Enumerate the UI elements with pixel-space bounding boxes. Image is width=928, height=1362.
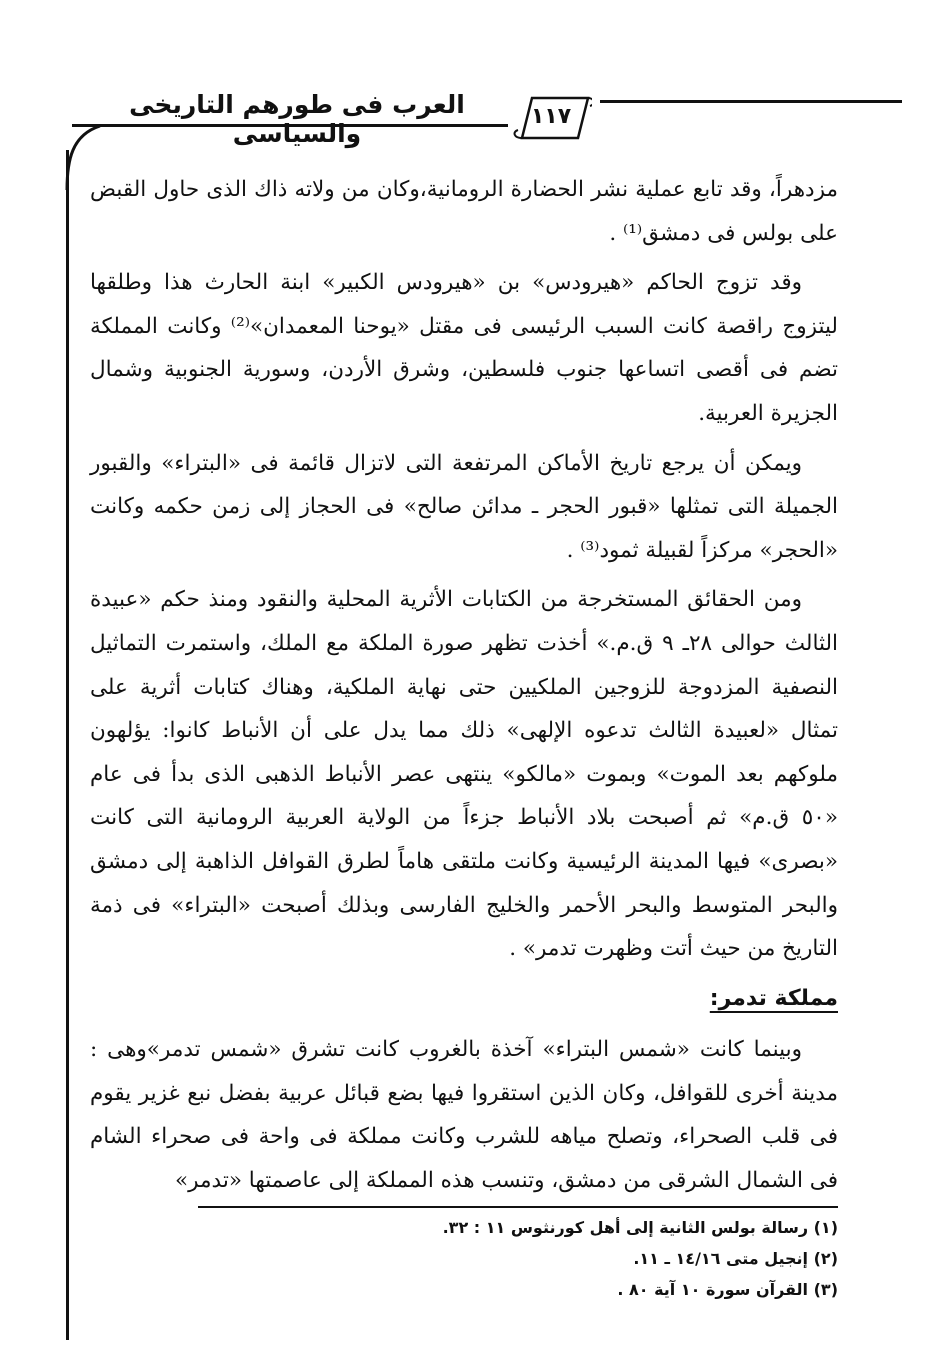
section-heading: مملكة تدمر:: [709, 985, 838, 1011]
footnote-2: (٢) إنجيل متى ١٤/١٦ ـ ١١.: [633, 1249, 838, 1268]
running-title: العرب فى طورهم التاريخى والسياسى: [129, 90, 465, 148]
page-number: ١١٧: [530, 104, 572, 129]
paragraph-4: ومن الحقائق المستخرجة من الكتابات الأثرية المحلية والنقود ومنذ حكم «عبيدة الثالث حوالى ٢٨ـ ٩ ق.م.» أخذت تظهر صورة الملكة مع الملك، واستمرت التماثيل النصفية المزدوجة للزوجين الملكيين حتى نهاية الملكية، وهناك كتابات أثرية على تمثال «لعبيدة الثالث تدعوه الإلهى» ذلك مما يدل على أن الأنباط كانوا: يؤلهون ملوكهم بعد الموت» وبموت «مالكو» ينتهى عصر الأنباط الذهبى الذى بدأ فى عام «٥٠ ق.م» ثم أصبحت بلاد الأنباط جزءاً من الولاية العربية الرومانية التى كانت «بصرى» فيها المدينة الرئيسية وكانت ملتقى هاماً لطرق القوافل الذاهبة إلى دمشق والبحر المتوسط والبحر الأحمر والخليج الفارسى وبذلك أصبحت «البتراء» فى ذمة التاريخ من حيث أتت وظهرت تدمر» .: [90, 587, 839, 962]
footnote-1: (١) رسالة بولس الثانية إلى أهل كورنثوس ١١ : ٣٢.: [442, 1218, 838, 1237]
footnotes: [198, 1212, 838, 1305]
body-text: [90, 168, 838, 1209]
footnote-3: (٣) القرآن سورة ١٠ آية ٨٠ .: [617, 1280, 838, 1299]
footnote-rule: [198, 1206, 838, 1208]
paragraph-3: ويمكن أن يرجع تاريخ الأماكن المرتفعة التى لاتزال قائمة فى «البتراء» والقبور الجميلة التى تمثلها «قبور الحجر ـ مدائن صالح» فى الحجاز إلى زمن حكمه وكانت «الحجر» مركزاً لقبيلة ثمود⁽³⁾ .: [90, 450, 838, 563]
paragraph-2: وقد تزوج الحاكم «هيرودس» بن «هيرودس الكبير» ابنة الحارث هذا وطلقها ليتزوج راقصة كانت السبب الرئيسى فى مقتل «يوحنا المعمدان»⁽²⁾ وكانت المملكة تضم فى أقصى اتساعها جنوب فلسطين، وشرق الأردن، وسورية الجنوبية وشمال الجزيرة العربية.: [90, 270, 838, 426]
paragraph-1: مزدهراً، وقد تابع عملية نشر الحضارة الرومانية،وكان من ولاته ذاك الذى حاول القبض على بولس فى دمشق⁽¹⁾ .: [90, 177, 838, 246]
side-rule: [66, 150, 69, 1340]
paragraph-5: وبينما كانت «شمس البتراء» آخذة بالغروب كانت تشرق «شمس تدمر»وهى : مدينة أخرى للقوافل، وكان الذين استقروا فيها بضع قبائل عربية بفضل نبع غزير يقوم فى قلب الصحراء، وتصلح مياهه للشرب وكانت مملكة فى واحة فى صحراء الشام فى الشمال الشرقى من دمشق، وتنسب هذه المملكة إلى عاصمتها «تدمر»: [90, 1037, 838, 1194]
